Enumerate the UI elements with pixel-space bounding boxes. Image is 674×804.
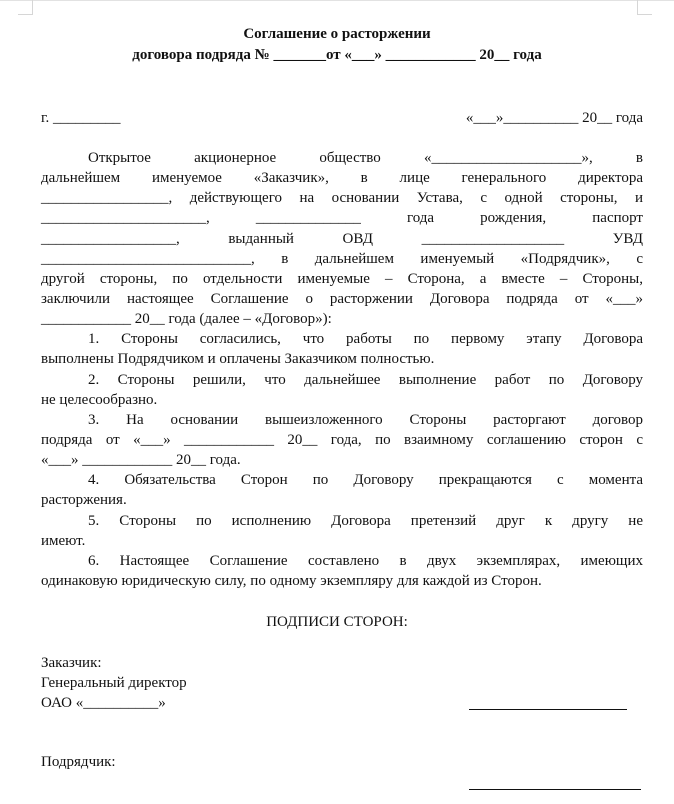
body-line: __________________, выданный ОВД ___________________ УВД <box>41 231 643 247</box>
signatures-heading: ПОДПИСИ СТОРОН: <box>266 614 408 630</box>
clause-1-line-1: 1. Стороны согласились, что работы по первому этапу Договора <box>88 331 643 347</box>
clause-2-line-2: не целесообразно. <box>41 392 158 408</box>
clause-6-line-1: 6. Настоящее Соглашение составлено в двух экземплярах, имеющих <box>88 553 643 569</box>
body-line: дальнейшем именуемое «Заказчик», в лице генерального директора <box>41 170 643 186</box>
clause-3-line-1: 3. На основании вышеизложенного Стороны расторгают договор <box>88 412 643 428</box>
date-field: «___»__________ 20__ года <box>465 110 643 126</box>
body-line: ______________________, ______________ года рождения, паспорт <box>41 210 643 226</box>
clause-3-line-2: подряда от «___» ____________ 20__ года, по взаимному соглашению сторон с <box>41 432 643 448</box>
city-field: г. _________ <box>41 110 121 126</box>
body-line: _________________, действующего на основании Устава, с одной стороны, и <box>41 190 643 206</box>
customer-signature-line <box>469 709 627 710</box>
margin-corner-mark-left <box>18 0 33 15</box>
margin-corner-mark-right <box>637 0 652 15</box>
page-top-edge <box>0 0 674 1</box>
clause-4-line-1: 4. Обязательства Сторон по Договору прекращаются с момента <box>88 472 643 488</box>
clause-4-line-2: расторжения. <box>41 492 127 508</box>
body-line: ____________ 20__ года (далее – «Договор»): <box>41 311 332 327</box>
body-line: Открытое акционерное общество «____________________», в <box>88 150 643 166</box>
body-line: ____________________________, в дальнейшем именуемый «Подрядчик», с <box>41 251 643 267</box>
document-title-line-2: договора подряда № _______от «___» ____________ 20__ года <box>132 47 542 63</box>
body-line: другой стороны, по отдельности именуемые – Сторона, а вместе – Стороны, <box>41 271 643 287</box>
contractor-label: Подрядчик: <box>41 754 116 770</box>
customer-organization: ОАО «__________» <box>41 695 166 711</box>
body-line: заключили настоящее Соглашение о расторжении Договора подряда от «___» <box>41 291 643 307</box>
clause-2-line-1: 2. Стороны решили, что дальнейшее выполнение работ по Договору <box>88 372 643 388</box>
clause-3-line-3: «___» ____________ 20__ года. <box>41 452 241 468</box>
document-title-line-1: Соглашение о расторжении <box>243 26 431 42</box>
clause-5-line-2: имеют. <box>41 533 86 549</box>
customer-position: Генеральный директор <box>41 675 187 691</box>
contractor-signature-line <box>469 789 641 790</box>
clause-6-line-2: одинаковую юридическую силу, по одному экземпляру для каждой из Сторон. <box>41 573 542 589</box>
clause-5-line-1: 5. Стороны по исполнению Договора претензий друг к другу не <box>88 513 643 529</box>
customer-label: Заказчик: <box>41 655 102 671</box>
clause-1-line-2: выполнены Подрядчиком и оплачены Заказчиком полностью. <box>41 351 435 367</box>
